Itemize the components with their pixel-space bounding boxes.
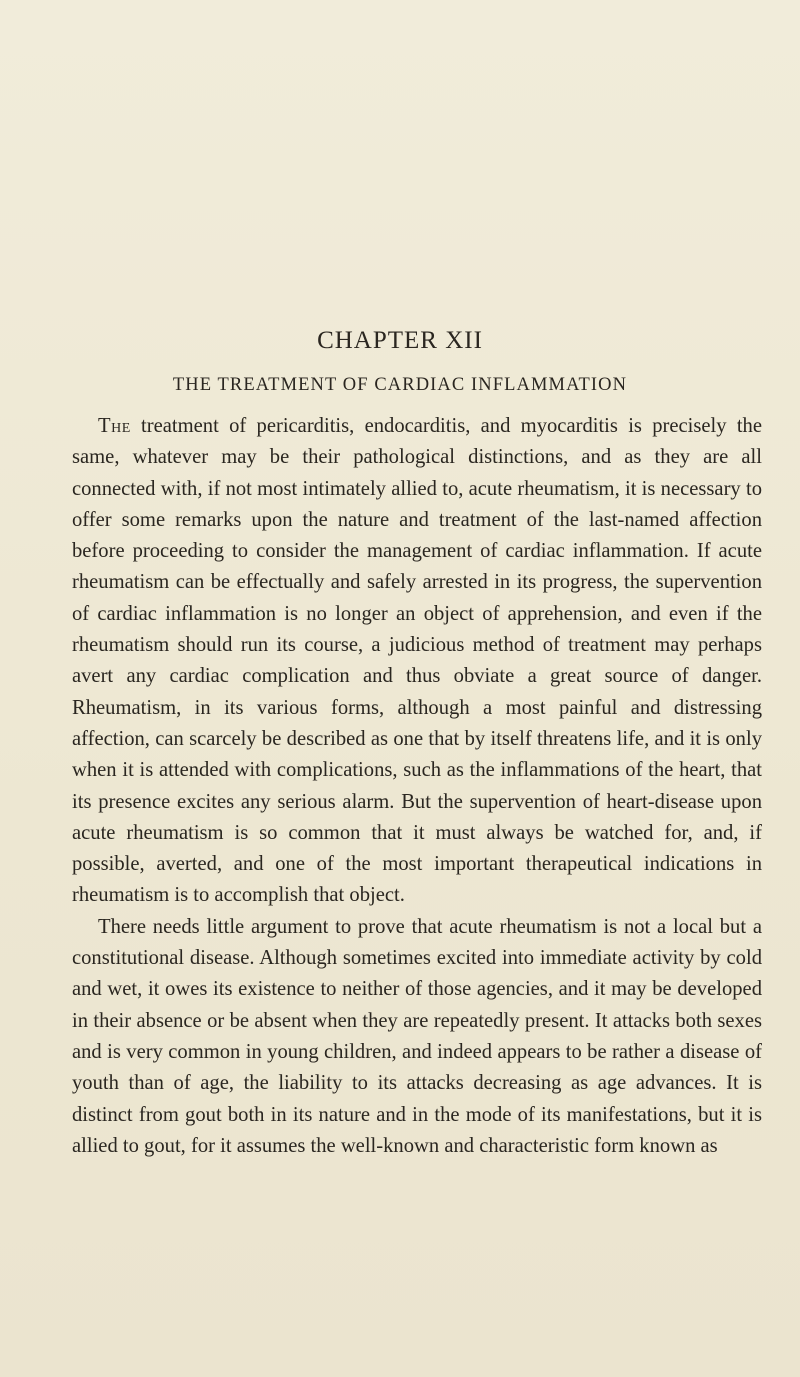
chapter-body — [72, 411, 762, 1162]
chapter-number: CHAPTER XII — [317, 327, 483, 354]
paragraph-2 — [72, 912, 762, 1162]
paragraph-lead-word: The — [98, 415, 131, 437]
chapter-title: THE TREATMENT OF CARDIAC INFLAMMATION — [172, 375, 628, 395]
paragraph-text: There needs little argument to prove that acute rheumatism is not a local but a constitutional disease. Although sometimes excited into immediate activity by cold and wet, it owes its existence to neither of those agencies, and it may be developed in their absence or be absent when they are repeatedly present. It attacks both sexes and is very common in young children, and indeed appears to be rather a disease of youth than of age, the liability to its attacks decreasing as age advances. It is distinct from gout both in its nature and in the mode of its manifestations, but it is allied to gout, for it assumes the well-known and characteristic form known as — [72, 915, 762, 1157]
paragraph-1 — [72, 411, 762, 912]
paragraph-text: treatment of pericarditis, endocarditis, and myocarditis is precisely the same, whatever may be their pathological distinctions, and as they are all connected with, if not most intimately allied to, acute rheumatism, it is necessary to offer some remarks upon the nature and treatment of the last-named affection before proceeding to consider the management of cardiac inflammation. If acute rheumatism can be effectually and safely arrested in its progress, the supervention of cardiac inflammation is no longer an object of apprehension, and even if the rheumatism should run its course, a judicious method of treatment may perhaps avert any cardiac complication and thus obviate a great source of danger. Rheumatism, in its various forms, although a most painful and distressing affection, can scarcely be described as one that by itself threatens life, and it is only when it is attended with complications, such as the inflammations of the heart, that its presence excites any serious alarm. But the supervention of heart-disease upon acute rheumatism is so common that it must always be watched for, and, if possible, averted, and one of the most important therapeutical indications in rheumatism is to accomplish that object. — [72, 415, 762, 907]
